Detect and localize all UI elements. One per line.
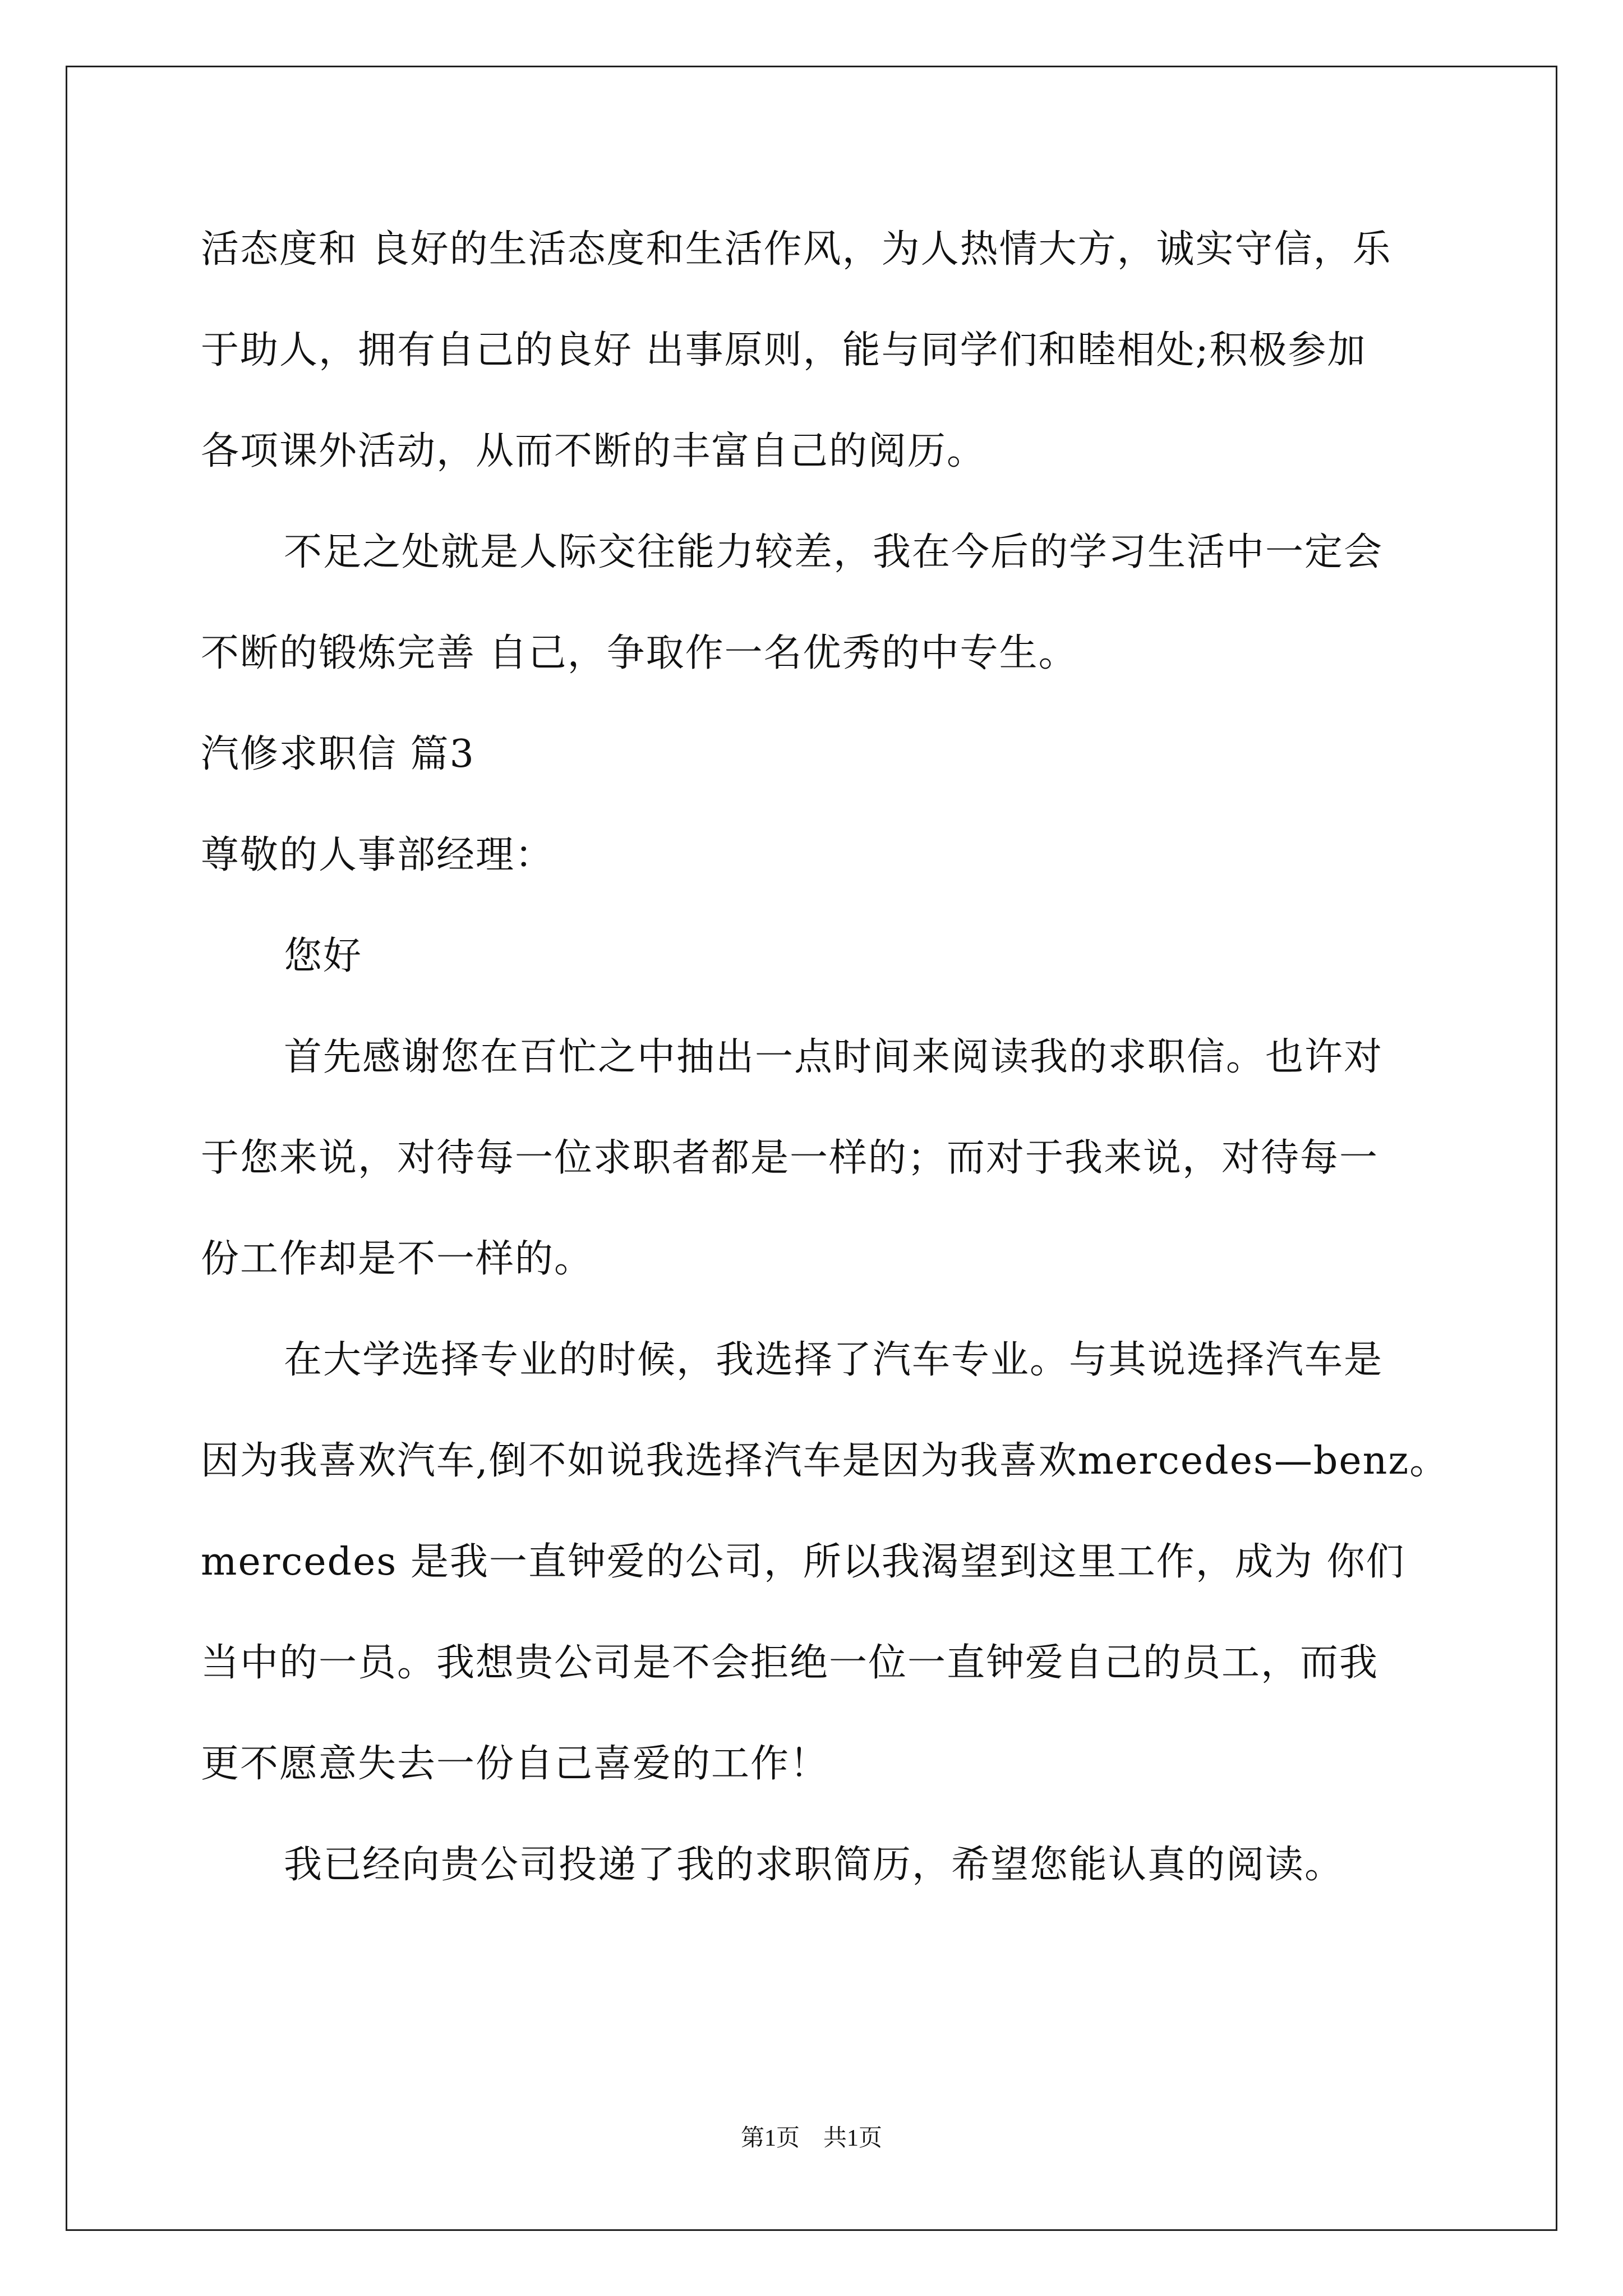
page-number-footer: 第1页 共1页: [740, 2125, 882, 2151]
paragraph-line: 在大学选择专业的时候，我选择了汽车专业。与其说选择汽车是: [284, 1338, 1384, 1382]
paragraph-line: 份工作却是不一样的。: [201, 1237, 594, 1281]
paragraph-line: 当中的一员。我想贵公司是不会拒绝一位一直钟爱自己的员工，而我: [201, 1641, 1379, 1685]
paragraph-line: 更不愿意失去一份自己喜爱的工作！: [201, 1742, 829, 1786]
paragraph-line: 不断的锻炼完善 自己，争取作一名优秀的中专生。: [201, 631, 1078, 675]
paragraph-line: 我已经向贵公司投递了我的求职简历，希望您能认真的阅读。: [284, 1843, 1344, 1887]
paragraph-line: 因为我喜欢汽车,倒不如说我选择汽车是因为我喜欢mercedes—benz。: [201, 1439, 1449, 1483]
paragraph-line: 于您来说，对待每一位求职者都是一样的；而对于我来说，对待每一: [201, 1136, 1379, 1180]
salutation: 尊敬的人事部经理：: [201, 833, 555, 877]
paragraph-line: mercedes 是我一直钟爱的公司，所以我渴望到这里工作，成为 你们: [201, 1540, 1405, 1584]
paragraph-line: 于助人，拥有自己的良好 出事原则，能与同学们和睦相处;积极参加: [201, 328, 1367, 372]
section-heading: 汽修求职信 篇3: [201, 732, 475, 776]
paragraph-line: 首先感谢您在百忙之中抽出一点时间来阅读我的求职信。也许对: [284, 1035, 1384, 1079]
paragraph-line: 各项课外活动，从而不断的丰富自己的阅历。: [201, 429, 986, 473]
greeting: 您好: [284, 934, 363, 978]
paragraph-line: 不足之处就是人际交往能力较差，我在今后的学习生活中一定会: [284, 530, 1384, 574]
paragraph-line: 活态度和 良好的生活态度和生活作风，为人热情大方，诚实守信，乐: [201, 227, 1392, 272]
